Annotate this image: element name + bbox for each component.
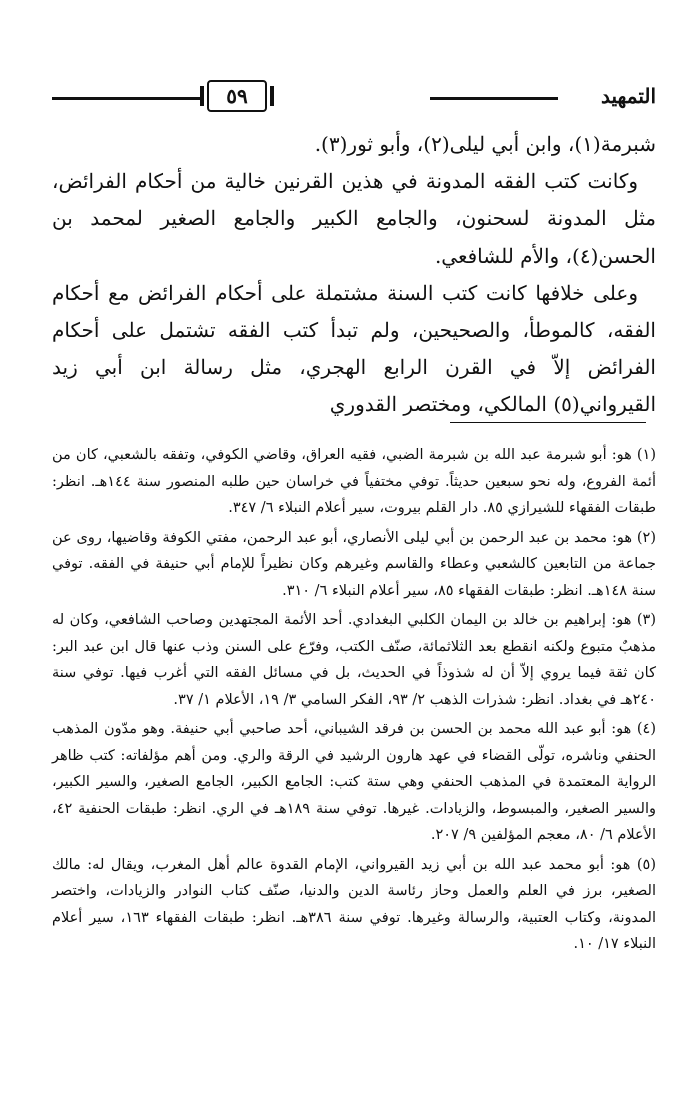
footnote: (١) هو: أبو شبرمة عبد الله بن شبرمة الضبي، فقيه العراق، وقاضي الكوفي، وتفقه بالشعبي، كان من أئمة الفروع، وله نحو سبعين حديثاً. توفي مختفياً في خراسان حين طلبه المنصور سنة ١٤٤هـ. انظر: طبقات الفقهاء للشيرازي ٨٥. دار القلم بيروت، سير أعلام النبلاء ٦/ ٣٤٧.: [52, 447, 656, 516]
footnote: (٤) هو: أبو عبد الله محمد بن الحسن بن فرقد الشيباني، أحد صاحبي أبي حنيفة. وهو مدّون المذهب الحنفي وناشره، تولّى القضاء في عهد هارون الرشيد في الرقة والري. ومن أهم مؤلفاته: كتب ظاهر الرواية المعتمدة في المذهب الحنفي وهي ستة كتب: الجامع الكبير، الجامع الصغير، والسير الكبير، والسير الصغير، والمبسوط، والزيادات. غيرها. توفي سنة ١٨٩هـ في الري. انظر: طبقات الحنفية ٤٢، الأعلام ٦/ ٨٠، معجم المؤلفين ٩/ ٢٠٧.: [52, 721, 656, 843]
body-paragraph: وكانت كتب الفقه المدونة في هذين القرنين خالية من أحكام الفرائض، مثل المدونة لسحنون، والجامع الكبير والجامع الصغير لمحمد بن الحسن(٤)، والأم للشافعي.: [52, 169, 656, 268]
footnotes: [52, 442, 656, 961]
main-text: [52, 126, 656, 424]
body-paragraph: وعلى خلافها كانت كتب السنة مشتملة على أحكام الفرائض مع أحكام الفقه، كالموطأ، والصحيحين، ولم تبدأ كتب الفقه تشتمل على أحكام الفرائض إلاّ في القرن الرابع الهجري، مثل رسالة ابن أبي زيد القيرواني(٥) المالكي، ومختصر القدوري: [52, 280, 656, 417]
header-rule-left: [52, 97, 202, 100]
footnote-divider: [450, 422, 646, 423]
body-paragraph: شبرمة(١)، وابن أبي ليلى(٢)، وأبو ثور(٣).: [314, 132, 656, 156]
page-header: [52, 80, 656, 116]
footnote: (٣) هو: إبراهيم بن خالد بن اليمان الكلبي البغدادي. أحد الأئمة المجتهدين وصاحب الشافعي، وكان له مذهبٌ متبوع ولكنه انقطع بعد الثلاثمائة، صنّف الكتب، وفرّع على السنن وذب عنها قال ابن عبد البر: كان ثقة فيما يروي إلاّ أن له شذوذاً في الحديث، بل في مسائل الفقه التي أغرب فيها. توفي سنة ٢٤٠هـ في بغداد. انظر: شذرات الذهب ٢/ ٩٣، الفكر السامي ٣/ ١٩، الأعلام ١/ ٣٧.: [52, 612, 656, 708]
header-rule-right: [430, 97, 558, 100]
footnote: (٥) هو: أبو محمد عبد الله بن أبي زيد القيرواني، الإمام القدوة عالم أهل المغرب، ويقال له: مالك الصغير، برز في العلم والعمل وحاز رئاسة الدين والدنيا، صنّف كتاب النوادر والزيادات، واختصر المدونة، وكتاب العتبية، والرسالة وغيرها. توفي سنة ٣٨٦هـ. انظر: طبقات الفقهاء ١٦٣، سير أعلام النبلاء ١٧/ ١٠.: [52, 856, 657, 952]
page-number: ٥٩: [207, 80, 267, 112]
chapter-title: التمهيد: [601, 84, 656, 108]
footnote: (٢) هو: محمد بن عبد الرحمن بن أبي ليلى الأنصاري، أبو عبد الرحمن، مفتي الكوفة وقاضيها، روى عن جماعة من التابعين كالشعبي وعطاء والقاسم وغيرهم وكان نظيراً للإمام أبي حنيفة في الفقه. توفي سنة ١٤٨هـ. انظر: طبقات الفقهاء ٨٥، سير أعلام النبلاء ٦/ ٣١٠.: [52, 529, 656, 599]
